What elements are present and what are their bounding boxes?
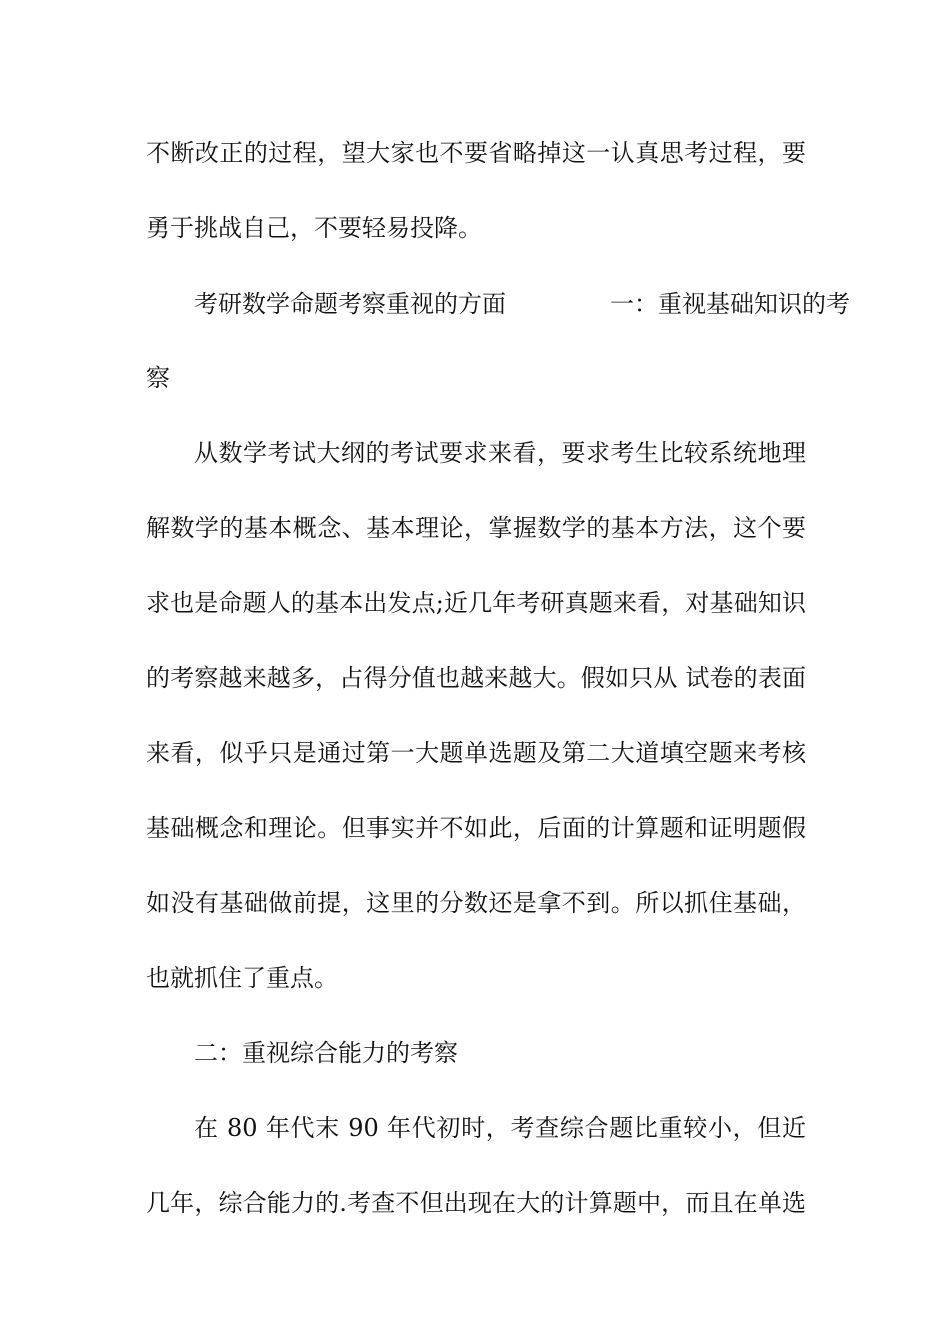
paragraph-line: 从数学考试大纲的考试要求来看，要求考生比较系统地理	[194, 439, 806, 467]
paragraph-line: 勇于挑战自己，不要轻易投降。	[146, 214, 482, 242]
section-heading-line	[194, 284, 850, 324]
paragraph-line: 也就抓住了重点。	[146, 964, 338, 992]
paragraph-line: 如没有基础做前提，这里的分数还是拿不到。所以抓住基础，	[146, 889, 806, 917]
paragraph-line: 来看，似乎只是通过第一大题单选题及第二大道填空题来考核	[146, 739, 806, 767]
paragraph-line: 解数学的基本概念、基本理论，掌握数学的基本方法，这个要	[146, 514, 806, 542]
paragraph-line: 几年，综合能力的.考查不但出现在大的计算题中，而且在单选	[146, 1189, 806, 1217]
paragraph-line: 基础概念和理论。但事实并不如此，后面的计算题和证明题假	[146, 814, 806, 842]
heading-subtitle: 一：重视基础知识的考	[610, 290, 850, 318]
paragraph-line: 求也是命题人的基本出发点;近几年考研真题来看，对基础知识	[146, 589, 806, 617]
paragraph-line: 在 80 年代末 90 年代初时，考查综合题比重较小，但近	[194, 1114, 806, 1142]
paragraph-line: 的考察越来越多，占得分值也越来越大。假如只从 试卷的表面	[146, 664, 806, 692]
paragraph-line: 察	[146, 364, 170, 392]
heading-title: 考研数学命题考察重视的方面	[194, 290, 506, 318]
paragraph-line: 不断改正的过程，望大家也不要省略掉这一认真思考过程，要	[146, 139, 806, 167]
section-heading: 二：重视综合能力的考察	[194, 1039, 458, 1067]
